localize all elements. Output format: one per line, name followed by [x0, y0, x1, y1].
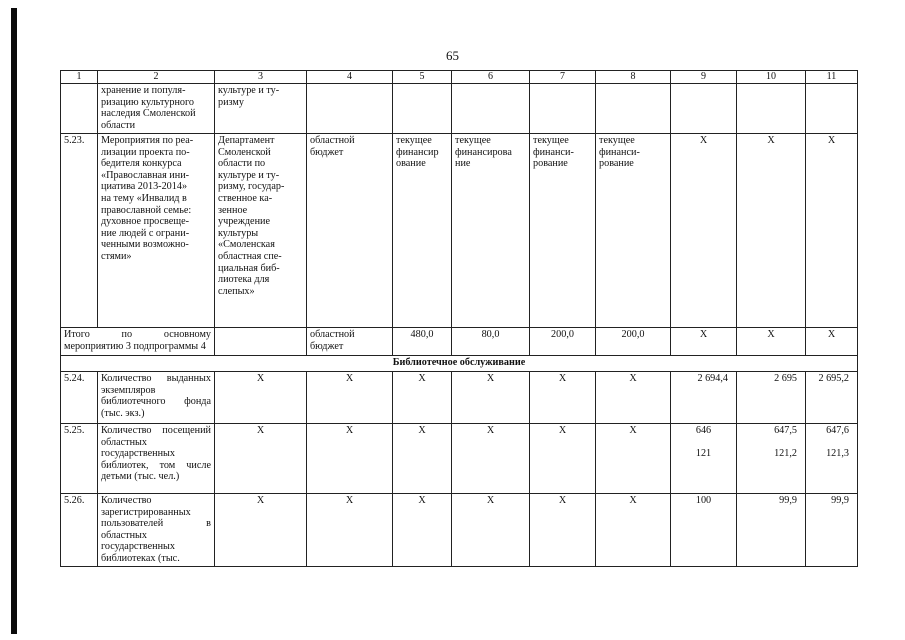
value-cell: X [307, 424, 393, 494]
value-cell: X [452, 372, 530, 424]
col-header: 2 [98, 71, 215, 84]
table-row-continuation [61, 84, 858, 134]
indicator-name: Количество посещений областных государственных библиотек, том числе детьми (тыс. чел.) [98, 424, 215, 494]
table-row-total [61, 328, 858, 356]
row-number: 5.23. [61, 134, 98, 328]
executor: культуре и ту- ризму [215, 84, 307, 134]
value-cell: 99,9 [737, 494, 806, 567]
col-header: 5 [393, 71, 452, 84]
value-cell: X [530, 372, 596, 424]
value-cell: 80,0 [452, 328, 530, 356]
program-table [60, 70, 858, 567]
value-cell: X [737, 328, 806, 356]
funding-source: областной бюджет [307, 134, 393, 328]
col-header: 6 [452, 71, 530, 84]
value-cell: X [596, 494, 671, 567]
table-row-5-24 [61, 372, 858, 424]
value-cell: X [671, 134, 737, 328]
value-cell: X [215, 494, 307, 567]
value-cell: X [452, 424, 530, 494]
value-cell: X [596, 372, 671, 424]
value-cell: 480,0 [393, 328, 452, 356]
value-cell: X [215, 424, 307, 494]
col-header: 7 [530, 71, 596, 84]
row-number: 5.24. [61, 372, 98, 424]
value-cell: X [452, 494, 530, 567]
value-cell: X [530, 494, 596, 567]
value-cell: текущее финансир ование [393, 134, 452, 328]
table-row-5-23 [61, 134, 858, 328]
value-cell: X [596, 424, 671, 494]
value-cell: X [806, 328, 858, 356]
value-cell: X [671, 328, 737, 356]
value-cell: текущее финанси- рование [530, 134, 596, 328]
measure-name: Мероприятия по реа- лизации проекта по- бедителя конкурса «Православная ини- циатива 2013-2014» на тему «Инвалид в православной семье: духовное просвеще- ние людей с ограни- ченными возможно- стями» [98, 134, 215, 328]
table-row-5-25 [61, 424, 858, 494]
col-header: 3 [215, 71, 307, 84]
executor: Департамент Смоленской области по культуре и ту- ризму, государ- ственное ка- зенное учреждение культуры «Смоленская областная спе- циальная биб- лиотека для слепых» [215, 134, 307, 328]
value-cell: 647,5 121,2 [737, 424, 806, 494]
col-header: 11 [806, 71, 858, 84]
section-title: Библиотечное обслуживание [61, 356, 858, 372]
value-cell: 2 694,4 [671, 372, 737, 424]
page-number: 65 [446, 48, 459, 63]
col-header: 1 [61, 71, 98, 84]
value-cell: X [806, 134, 858, 328]
value-cell: 646 121 [671, 424, 737, 494]
total-label: Итого по основному мероприятию 3 подпрограммы 4 [61, 328, 215, 356]
value-cell: X [737, 134, 806, 328]
section-header-row [61, 356, 858, 372]
value-cell: 2 695 [737, 372, 806, 424]
value-cell: X [215, 372, 307, 424]
col-header: 9 [671, 71, 737, 84]
value-cell: текущее финанси- рование [596, 134, 671, 328]
value-cell: X [307, 372, 393, 424]
col-header: 10 [737, 71, 806, 84]
value-cell: X [393, 494, 452, 567]
indicator-name: Количество выданных экземпляров библиотечного фонда (тыс. экз.) [98, 372, 215, 424]
row-number: 5.25. [61, 424, 98, 494]
funding-source: областной бюджет [307, 328, 393, 356]
value-cell: X [530, 424, 596, 494]
col-header: 8 [596, 71, 671, 84]
column-number-row [61, 71, 858, 84]
value-cell: X [307, 494, 393, 567]
value-cell: X [393, 424, 452, 494]
value-cell: 100 [671, 494, 737, 567]
value-cell: 200,0 [596, 328, 671, 356]
indicator-name: Количество зарегистрированных пользователей в областных государственных библиотеках (тыс. [98, 494, 215, 567]
table-row-5-26 [61, 494, 858, 567]
value-cell: 647,6 121,3 [806, 424, 858, 494]
value-cell: X [393, 372, 452, 424]
row-number: 5.26. [61, 494, 98, 567]
binding-edge [11, 8, 17, 634]
value-cell: 2 695,2 [806, 372, 858, 424]
value-cell: текущее финансирова ние [452, 134, 530, 328]
value-cell: 99,9 [806, 494, 858, 567]
value-cell: 200,0 [530, 328, 596, 356]
measure-name: хранение и популя- ризацию культурного наследия Смоленской области [98, 84, 215, 134]
col-header: 4 [307, 71, 393, 84]
